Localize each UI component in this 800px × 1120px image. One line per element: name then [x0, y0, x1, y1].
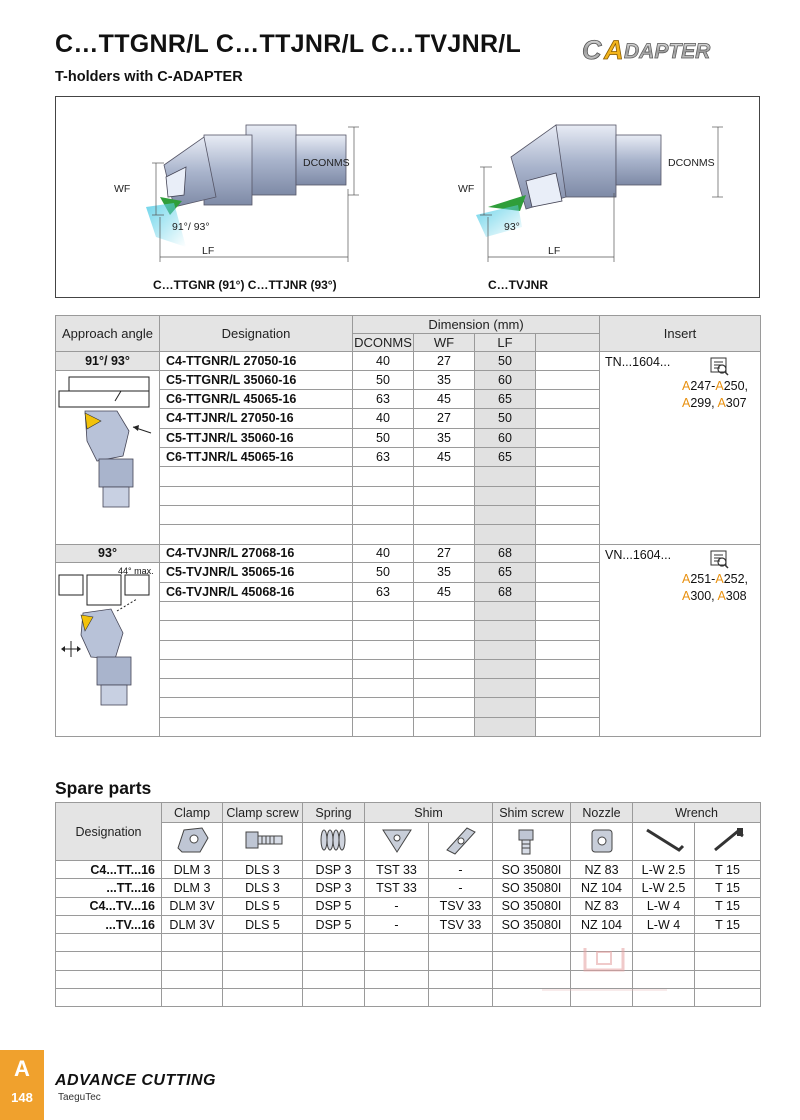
shim-cell: TSV 33 [429, 897, 493, 915]
wf-header: WF [414, 334, 475, 352]
ref-value: 308 [725, 588, 747, 603]
catalog-reference-icon [708, 549, 730, 569]
shim-screw-cell: SO 35080I [493, 897, 571, 915]
designation-header: Designation [160, 316, 353, 352]
shim-screw-header: Shim screw [493, 803, 571, 823]
right-caption: C…TVJNR [488, 278, 549, 292]
dconms-cell: 40 [353, 544, 414, 563]
max-angle-label: 44° max. [118, 566, 154, 577]
group2-tool-picture [56, 563, 160, 737]
spare-designation-cell: ...TV...16 [56, 915, 162, 933]
wf-cell: 45 [414, 582, 475, 601]
wf-cell: 35 [414, 428, 475, 447]
dimension-header: Dimension (mm) [353, 316, 600, 334]
lf-cell: 60 [475, 370, 536, 389]
ref-prefix: A [717, 396, 726, 410]
table-row [56, 915, 761, 933]
dconms-cell: 50 [353, 370, 414, 389]
shim-cell: - [365, 897, 429, 915]
designation-cell: C6-TTJNR/L 45065-16 [160, 447, 353, 466]
lf-cell: 65 [475, 389, 536, 408]
shim-screw-icon [493, 823, 571, 861]
dconms-cell: 40 [353, 409, 414, 428]
wf-cell: 27 [414, 409, 475, 428]
blank-cell [536, 409, 600, 428]
dconms-cell: 63 [353, 389, 414, 408]
holder-diagram-box [55, 96, 760, 298]
table-row [56, 861, 761, 879]
approach-angle-cell: 91°/ 93° [56, 352, 160, 371]
shim-diamond-icon [429, 823, 493, 861]
designation-cell: C5-TTJNR/L 35060-16 [160, 428, 353, 447]
page-references [682, 378, 748, 412]
shim-cell: - [429, 879, 493, 897]
shim-cell: TST 33 [365, 879, 429, 897]
insert-header: Insert [600, 316, 761, 352]
wrench-cell: T 15 [695, 897, 761, 915]
clamp-screw-icon [223, 823, 303, 861]
spare-designation-header: Designation [56, 803, 162, 861]
ref-prefix: A [715, 379, 724, 393]
right-wf-label: WF [458, 183, 475, 195]
table-row [56, 544, 761, 563]
right-dconms-label: DCONMS [668, 157, 715, 169]
shim-screw-cell: SO 35080I [493, 861, 571, 879]
nozzle-cell: NZ 83 [571, 861, 633, 879]
spring-cell: DSP 3 [303, 861, 365, 879]
wrench-cell: L-W 4 [633, 915, 695, 933]
spare-designation-cell: C4...TT...16 [56, 861, 162, 879]
ref-prefix: A [681, 571, 691, 586]
shim-header: Shim [365, 803, 493, 823]
blank-cell [536, 389, 600, 408]
clamp-screw-cell: DLS 5 [223, 897, 303, 915]
spring-cell: DSP 3 [303, 879, 365, 897]
section-letter: A [14, 1056, 30, 1081]
shim-cell: TSV 33 [429, 915, 493, 933]
c-adapter-logo [578, 32, 760, 66]
blank-cell [536, 352, 600, 371]
dconms-cell: 40 [353, 352, 414, 371]
brand-sub: TaeguTec [58, 1092, 101, 1103]
page-references [682, 571, 748, 605]
left-dconms-label: DCONMS [303, 157, 350, 169]
designation-cell: C4-TTGNR/L 27050-16 [160, 352, 353, 371]
lf-cell: 60 [475, 428, 536, 447]
lf-cell: 50 [475, 409, 536, 428]
page-number: 148 [11, 1090, 33, 1105]
lf-cell: 68 [475, 544, 536, 563]
ref-value: 250, [723, 379, 749, 393]
catalog-reference-icon [708, 356, 730, 376]
turning-holder-icon [57, 371, 159, 541]
insert-code: TN...1604... [605, 355, 671, 369]
clamp-header: Clamp [162, 803, 223, 823]
spring-cell: DSP 5 [303, 915, 365, 933]
ref-prefix: A [715, 571, 724, 586]
svg-text:C: C [582, 35, 602, 65]
lf-header: LF [475, 334, 536, 352]
page-subtitle: T-holders with C-ADAPTER [55, 69, 243, 85]
right-angle-label: 93° [504, 221, 520, 233]
wrench-cell: T 15 [695, 879, 761, 897]
shim-screw-cell: SO 35080I [493, 915, 571, 933]
clamp-cell: DLM 3 [162, 879, 223, 897]
clamp-screw-cell: DLS 5 [223, 915, 303, 933]
designation-cell: C6-TTGNR/L 45065-16 [160, 389, 353, 408]
insert-code: VN...1604... [605, 547, 672, 562]
nozzle-cell: NZ 83 [571, 897, 633, 915]
ref-value: 300, [690, 588, 718, 603]
right-lf-label: LF [548, 245, 561, 257]
wrench-cell: L-W 2.5 [633, 879, 695, 897]
shim-cell: - [365, 915, 429, 933]
lf-cell: 68 [475, 582, 536, 601]
blank-cell [536, 370, 600, 389]
table-row [56, 897, 761, 915]
blank-cell [536, 428, 600, 447]
lf-cell: 50 [475, 352, 536, 371]
left-lf-label: LF [202, 245, 215, 257]
clamp-screw-cell: DLS 3 [223, 879, 303, 897]
clamp-icon [162, 823, 223, 861]
dconms-cell: 63 [353, 447, 414, 466]
shim-cell: TST 33 [365, 861, 429, 879]
shim-cell: - [429, 861, 493, 879]
ref-value: 252, [723, 571, 749, 586]
wf-cell: 27 [414, 352, 475, 371]
table-row [56, 879, 761, 897]
ref-prefix: A [681, 396, 691, 410]
spring-icon [303, 823, 365, 861]
page-title: C…TTGNR/L C…TTJNR/L C…TVJNR/L [55, 30, 522, 58]
dconms-cell: 50 [353, 563, 414, 582]
approach-angle-header: Approach angle [56, 316, 160, 352]
dconms-cell: 63 [353, 582, 414, 601]
spring-cell: DSP 5 [303, 897, 365, 915]
clamp-cell: DLM 3 [162, 861, 223, 879]
clamp-cell: DLM 3V [162, 897, 223, 915]
hex-key-icon [633, 823, 695, 861]
wf-cell: 45 [414, 389, 475, 408]
left-wf-label: WF [114, 183, 131, 195]
shim-triangle-icon [365, 823, 429, 861]
wrench-cell: T 15 [695, 861, 761, 879]
nozzle-icon [571, 823, 633, 861]
nozzle-cell: NZ 104 [571, 879, 633, 897]
shim-screw-cell: SO 35080I [493, 879, 571, 897]
watermark-logo [537, 940, 672, 1010]
clamp-cell: DLM 3V [162, 915, 223, 933]
designation-cell: C4-TTJNR/L 27050-16 [160, 409, 353, 428]
designation-cell: C5-TVJNR/L 35065-16 [160, 563, 353, 582]
brand-logo: ADVANCE CUTTING [55, 1072, 216, 1089]
holder-table [55, 315, 761, 737]
blank-cell [536, 582, 600, 601]
clamp-screw-header: Clamp screw [223, 803, 303, 823]
dconms-header: DCONMS [354, 335, 412, 350]
wrench-cell: L-W 2.5 [633, 861, 695, 879]
designation-cell: C4-TVJNR/L 27068-16 [160, 544, 353, 563]
profiling-holder-icon [57, 563, 159, 733]
ref-value: 247- [690, 379, 716, 393]
wf-cell: 35 [414, 370, 475, 389]
wf-cell: 35 [414, 563, 475, 582]
spring-header: Spring [303, 803, 365, 823]
approach-angle-cell: 93° [56, 544, 160, 563]
group1-tool-picture [56, 370, 160, 544]
page-tab [0, 1050, 44, 1120]
left-angle-label: 91°/ 93° [172, 221, 210, 233]
ref-prefix: A [717, 588, 726, 603]
insert-cell [600, 544, 761, 737]
wf-cell: 27 [414, 544, 475, 563]
nozzle-header: Nozzle [571, 803, 633, 823]
designation-cell: C6-TVJNR/L 45068-16 [160, 582, 353, 601]
blank-header [536, 334, 600, 352]
spare-designation-cell: C4...TV...16 [56, 897, 162, 915]
wrench-header: Wrench [633, 803, 761, 823]
left-caption: C…TTGNR (91°) C…TTJNR (93°) [153, 278, 337, 292]
ref-value: 251- [690, 571, 716, 586]
holder-drawings [56, 97, 759, 297]
blank-cell [536, 544, 600, 563]
dconms-cell: 50 [353, 428, 414, 447]
ref-value: 307 [725, 396, 747, 410]
torx-key-icon [695, 823, 761, 861]
blank-cell [536, 563, 600, 582]
designation-cell: C5-TTGNR/L 35060-16 [160, 370, 353, 389]
svg-text:A: A [604, 35, 624, 65]
spare-parts-title: Spare parts [55, 778, 152, 798]
lf-cell: 65 [475, 563, 536, 582]
clamp-screw-cell: DLS 3 [223, 861, 303, 879]
wrench-cell: T 15 [695, 915, 761, 933]
ref-value: 299, [690, 396, 718, 410]
lf-cell: 65 [475, 447, 536, 466]
svg-text:DAPTER: DAPTER [624, 40, 711, 63]
wrench-cell: L-W 4 [633, 897, 695, 915]
insert-cell [600, 352, 761, 545]
wf-cell: 45 [414, 447, 475, 466]
nozzle-cell: NZ 104 [571, 915, 633, 933]
table-row [56, 352, 761, 371]
spare-designation-cell: ...TT...16 [56, 879, 162, 897]
ref-prefix: A [681, 379, 691, 393]
ref-prefix: A [681, 588, 691, 603]
blank-cell [536, 447, 600, 466]
